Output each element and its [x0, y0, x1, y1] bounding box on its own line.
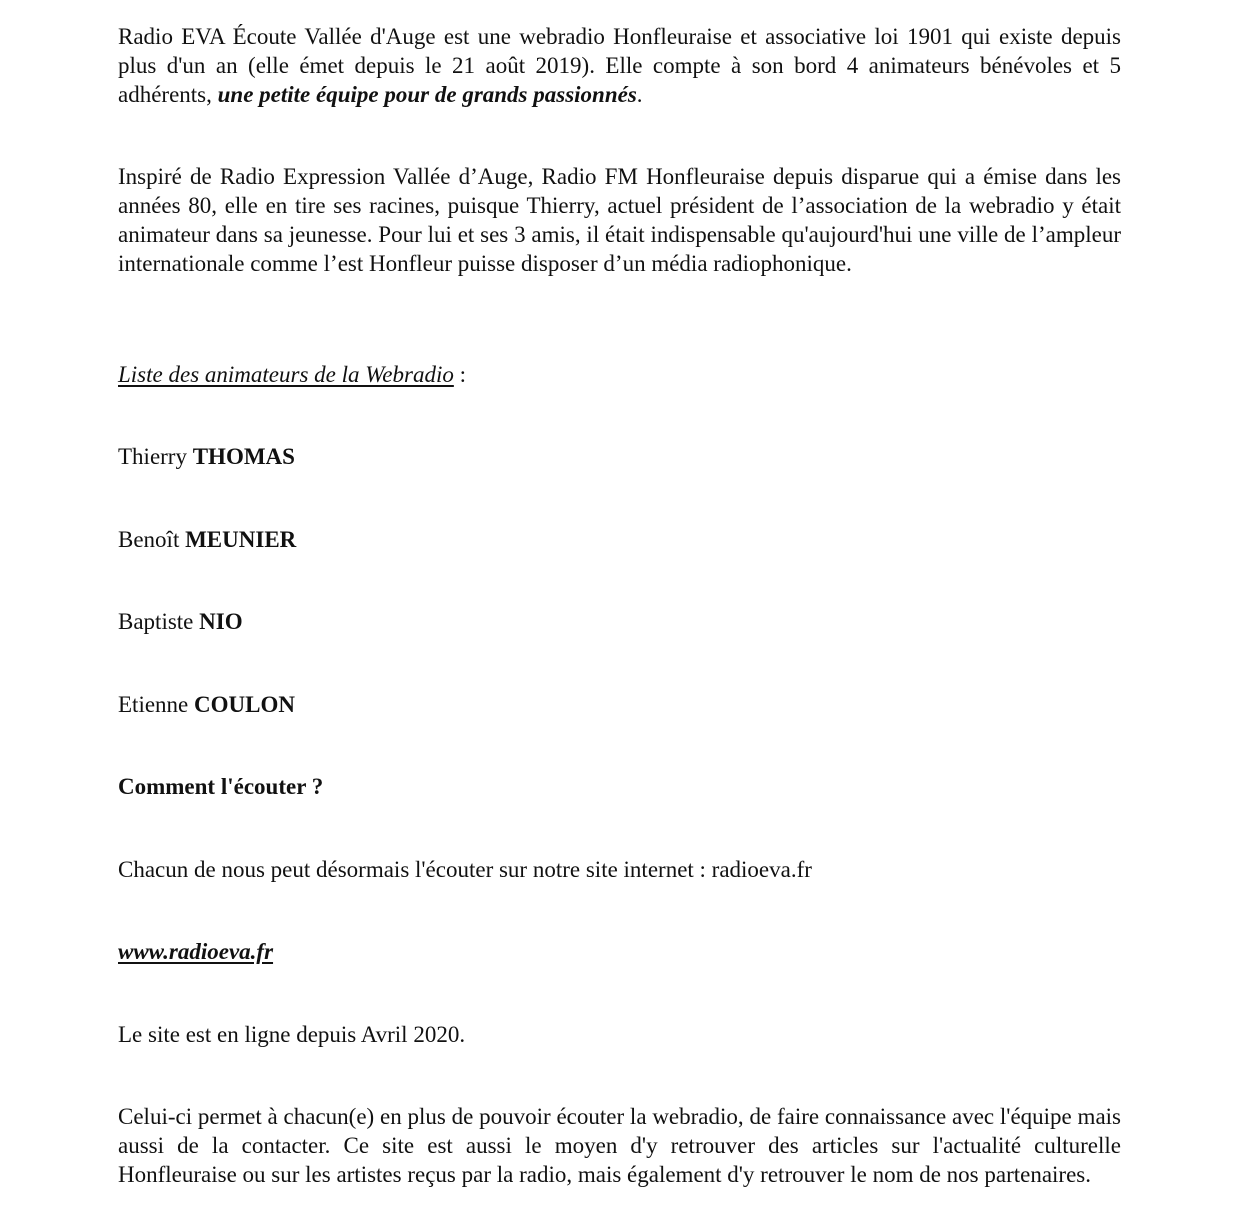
online-since-paragraph: Le site est en ligne depuis Avril 2020. — [118, 1022, 466, 1047]
animator-item — [118, 607, 1121, 636]
website-link[interactable]: www.radioeva.fr — [118, 939, 274, 964]
animator-last-name: COULON — [194, 692, 295, 717]
listen-paragraph: Chacun de nous peut désormais l'écouter sur notre site internet : radioeva.fr — [118, 857, 812, 882]
animators-heading-label: Liste des animateurs de la Webradio — [118, 362, 454, 387]
animator-first-name: Baptiste — [118, 609, 194, 634]
animators-heading-suffix: : — [453, 362, 466, 387]
animator-last-name: THOMAS — [192, 444, 295, 469]
history-paragraph: Inspiré de Radio Expression Vallée d’Auge, Radio FM Honfleuraise depuis disparue qui a émise dans les années 80, elle en tire ses racines, puisque Thierry, actuel président de l’association de la webradio y était animateur dans sa jeunesse. Pour lui et ses 3 amis, il était indispensable qu'aujourd'hui une ville de l’ampleur internationale comme l’est Honfleur puisse disposer d’un média radiophonique. — [118, 164, 1121, 276]
animator-last-name: MEUNIER — [185, 527, 297, 552]
animator-first-name: Etienne — [118, 692, 189, 717]
website-description-paragraph: Celui-ci permet à chacun(e) en plus de pouvoir écouter la webradio, de faire connaissance avec l'équipe mais aussi de la contacter. Ce site est aussi le moyen d'y retrouver des articles sur l'actualité culturelle Honfleuraise ou sur les artistes reçus par la radio, mais également d'y retrouver le nom de nos partenaires. — [118, 1104, 1121, 1187]
animators-heading — [118, 360, 1121, 389]
animator-first-name: Benoît — [118, 527, 180, 552]
animator-first-name: Thierry — [118, 444, 187, 469]
animator-item — [118, 525, 1121, 554]
website-line — [118, 937, 1121, 966]
animator-item — [118, 690, 1121, 719]
intro-emphasis: une petite équipe pour de grands passionnés — [217, 82, 637, 107]
intro-text-end: . — [636, 82, 643, 107]
animator-last-name: NIO — [199, 609, 243, 634]
intro-paragraph — [118, 22, 1121, 109]
intro-text: Radio EVA Écoute Vallée d'Auge est une webradio Honfleuraise et associative loi 1901 qui existe depuis plus d'un an (elle émet depuis le 21 août 2019). Elle compte à son bord 4 animateurs bénévoles et 5 adhérents, — [118, 24, 1121, 107]
listen-heading: Comment l'écouter ? — [118, 774, 324, 799]
animator-item — [118, 442, 1121, 471]
